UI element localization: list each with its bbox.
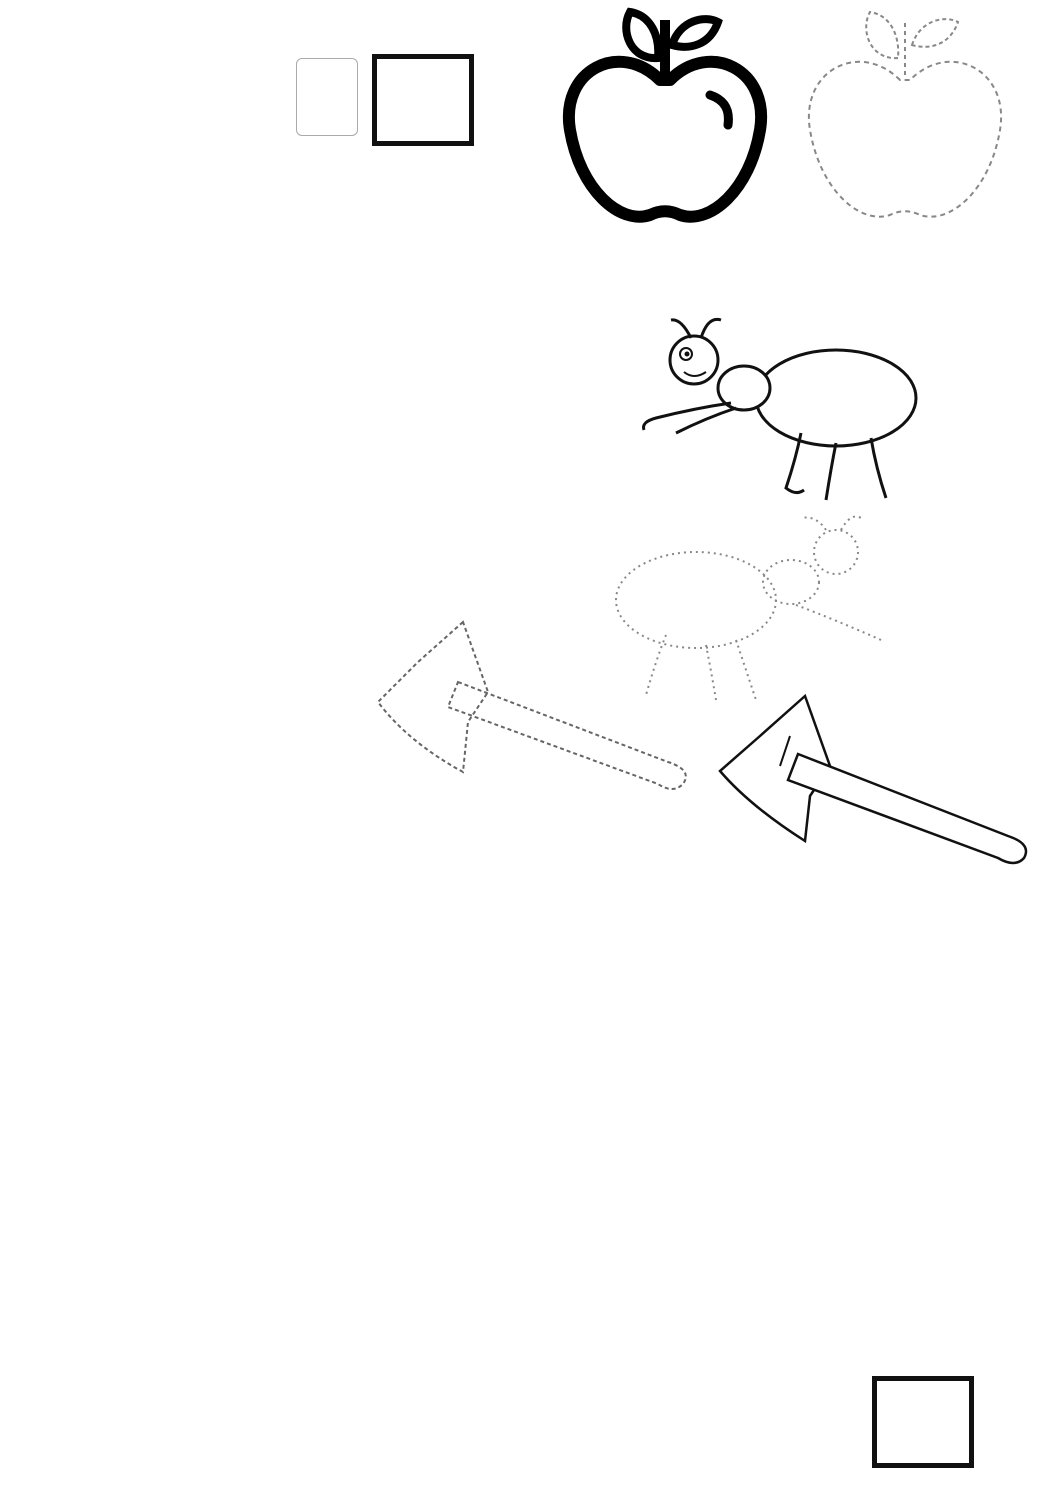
checkbox-bottom[interactable] (872, 1376, 974, 1468)
note-row (98, 783, 146, 806)
apple-picture (560, 0, 780, 240)
checkbox-top[interactable] (372, 54, 474, 146)
ant-picture (636, 308, 936, 508)
axe-picture (710, 686, 1040, 876)
sound-notes (98, 760, 146, 829)
phonetic-box (296, 58, 358, 136)
axe-dotted-picture (368, 612, 698, 802)
apple-dotted-picture (800, 0, 1020, 240)
note-row (98, 760, 146, 783)
note-row (98, 806, 146, 829)
